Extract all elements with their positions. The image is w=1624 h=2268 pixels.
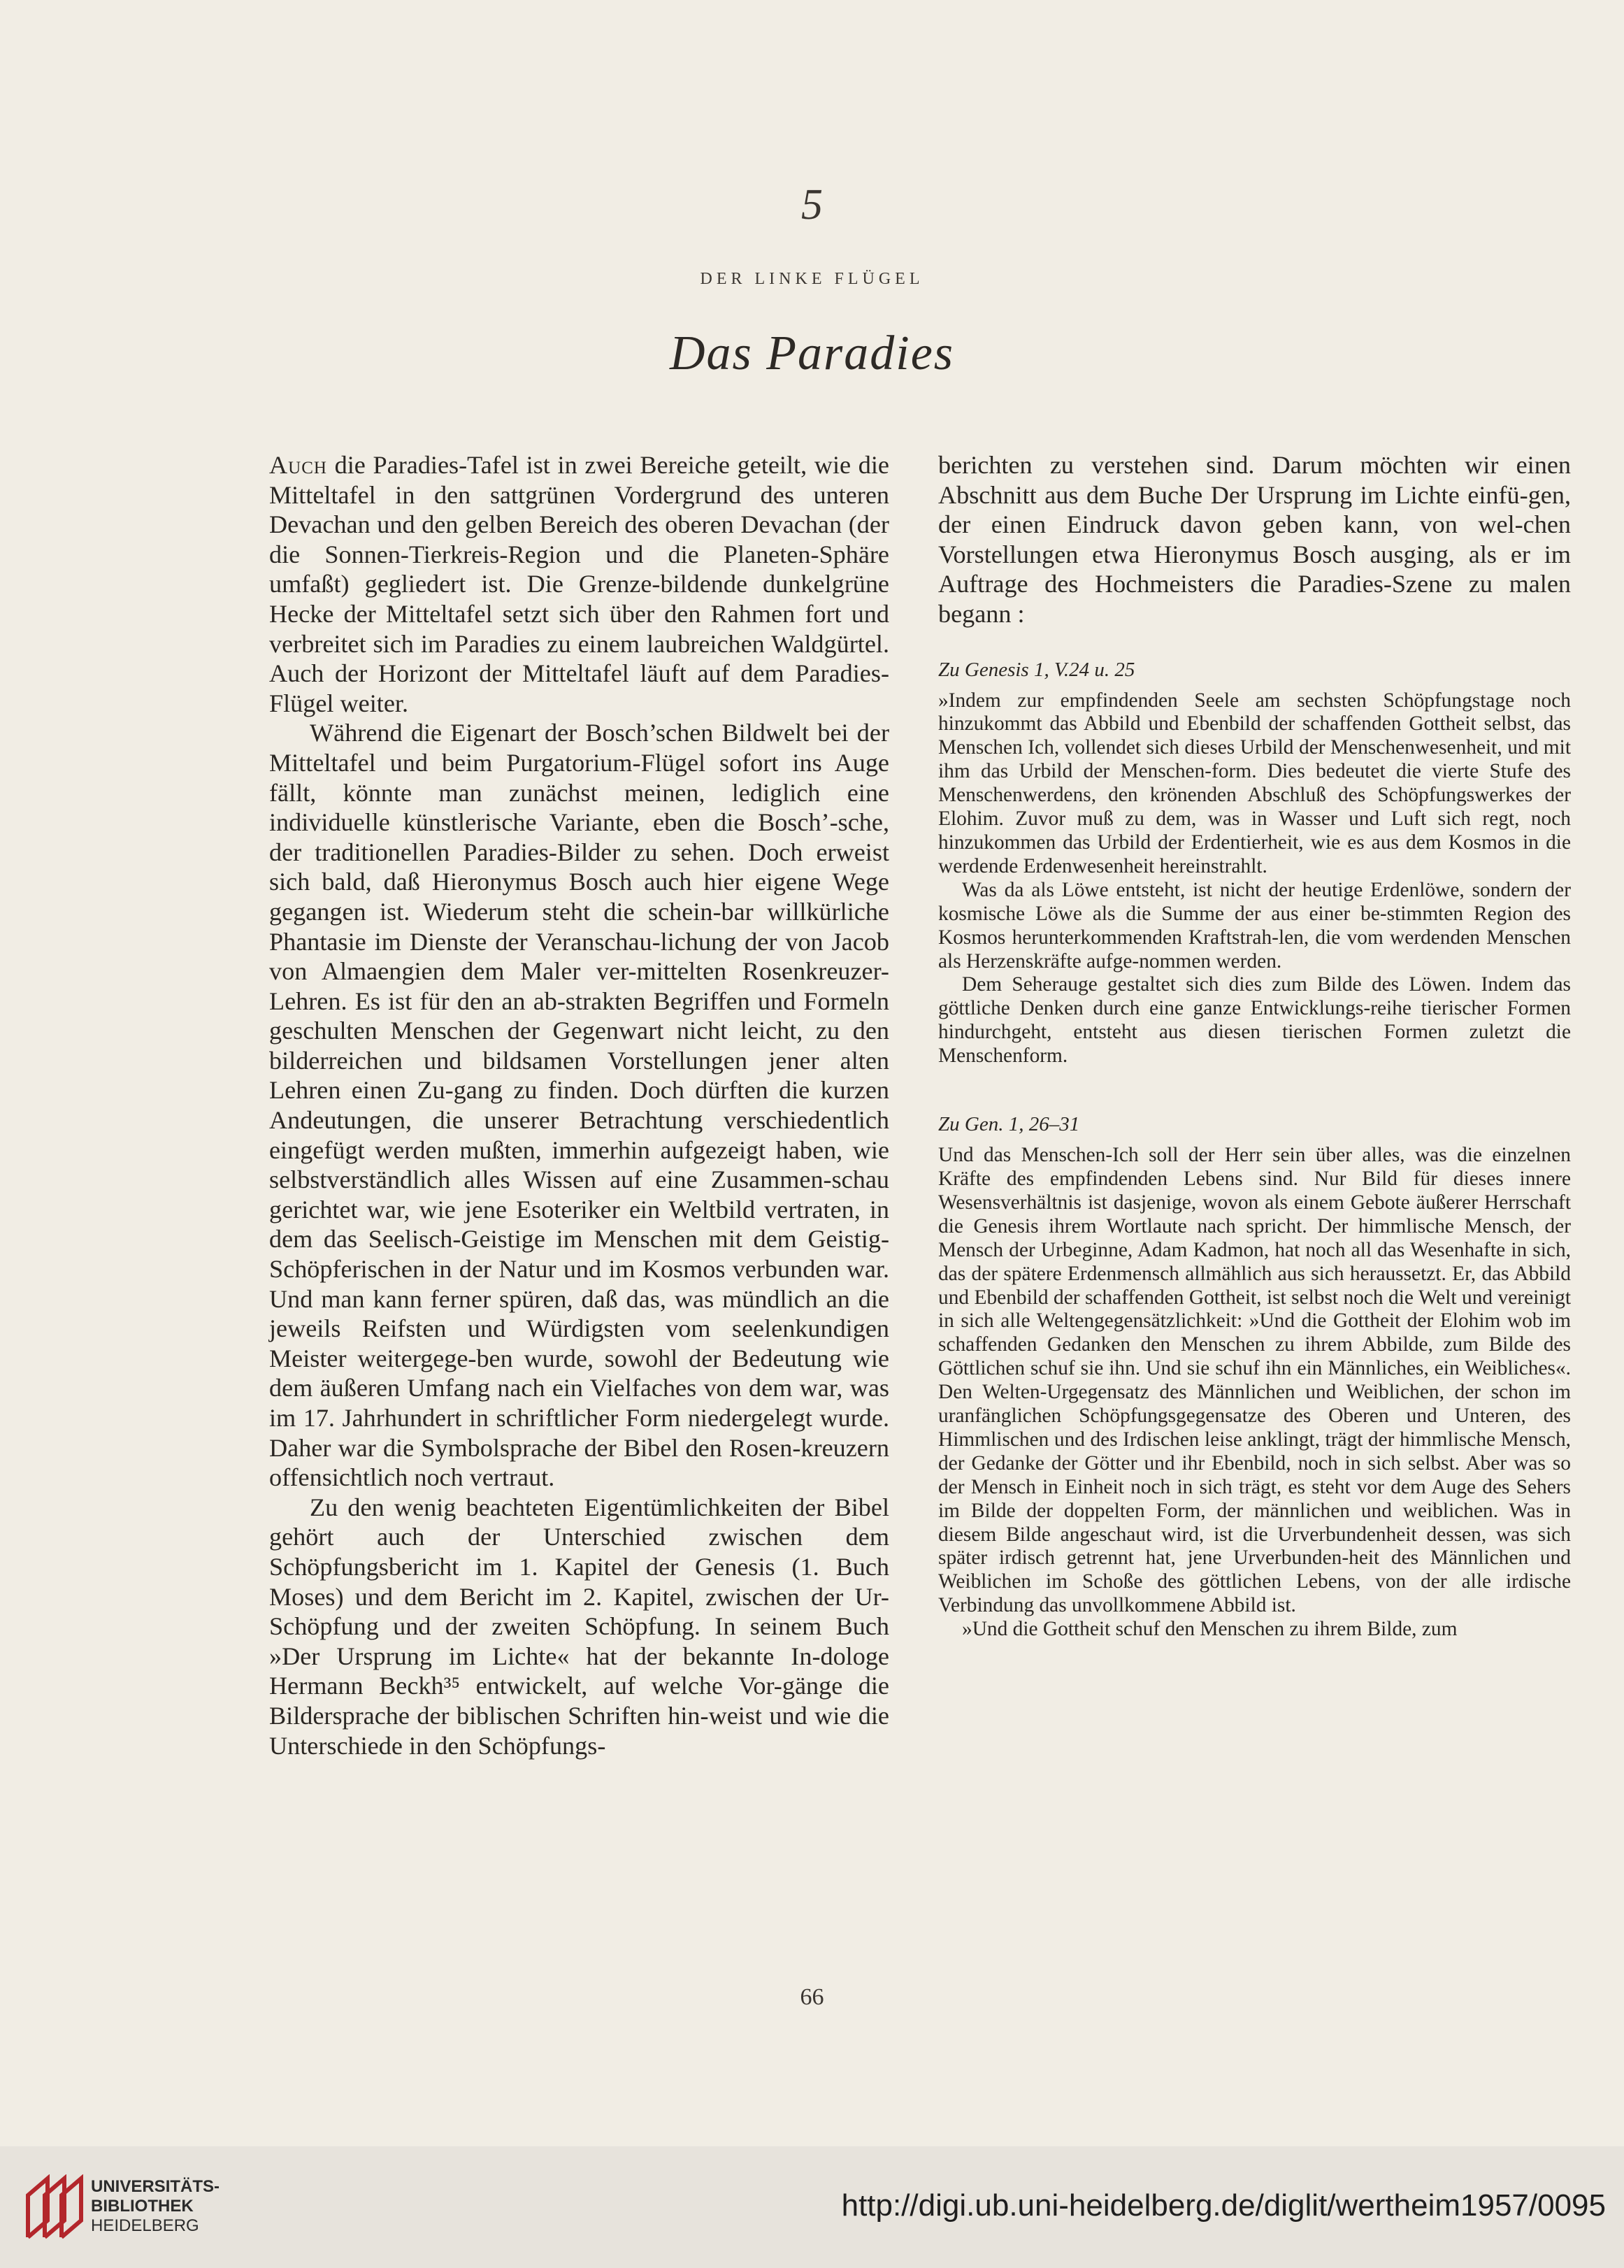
quote-reference: Zu Genesis 1, V.24 u. 25 xyxy=(938,658,1135,681)
paragraph-lead-word: Auch xyxy=(269,451,327,479)
quote-paragraph: Und das Menschen-Ich soll der Herr sein über alles, was die einzelnen Kräfte des empfindenden Lebens sind. Nur Bild für dieses innere Wesensverhältnis ist dasjenige, wovon als einem Gebote äußerer Herrschaft die Genesis ihrem Wortlaute nach spricht. Der himmlische Mensch, der Mensch der Urbeginne, Adam Kadmon, hat noch all das Wesenhafte in sich, das der spätere Erdenmensch allmählich aus sich heraussetzt. Er, das Abbild und Ebenbild der schaffenden Gottheit, ist selbst noch die Welt und vereinigt in sich alle Weltengegensätzlichkeit: »Und die Gottheit der Elohim wob im schaffenden Gedanken den Menschen zu ihrem Abbilde, zum Bilde des Göttlichen schuf sie ihn. Und sie schuf ihn ein Männliches, ein Weibliches«. Den Welten-Urgegensatz des Männlichen und Weiblichen, der schon im uranfänglichen Schöpfungsgegensatze des Oberen und Unteren, des Himmlischen und des Irdischen leise anklingt, trägt der himmlische Mensch, der Gedanke der Götter und ihr Ebenbild, noch in sich selbst. Aber was so der Mensch in Einheit noch in sich trägt, es steht vor dem Auge des Sehers im Bilde der doppelten Form, der männlichen und weiblichen. Was in diesem Bilde angeschaut wird, ist die Urverbundenheit dessen, was sich später irdisch getrennt hat, jene Urverbunden-heit des Männlichen und Weiblichen im Schoße des göttlichen Lebens, von der alle irdische Verbindung das unvollkommene Abbild ist. xyxy=(938,1144,1571,1617)
library-name-line: UNIVERSITÄTS- xyxy=(91,2177,220,2196)
library-name-line: BIBLIOTHEK xyxy=(91,2197,194,2216)
left-column xyxy=(269,450,889,1760)
quote-paragraph: Was da als Löwe entsteht, ist nicht der heutige Erdenlöwe, sondern der kosmische Löwe als die Summe der aus einer be-stimmten Region des Kosmos herunterkommenden Kraftstrah-len, die vom werdenden Menschen als Herzenskräfte aufge-nommen werden. xyxy=(938,878,1571,972)
chapter-title: Das Paradies xyxy=(669,326,955,380)
paragraph: Während die Eigenart der Bosch’schen Bildwelt bei der Mitteltafel und beim Purgatorium-Flügel sofort ins Auge fällt, könnte man zunächst meinen, lediglich eine individuelle künstlerische Variante, eben die Bosch’-sche, der traditionellen Paradies-Bilder zu sehen. Doch erweist sich bald, daß Hieronymus Bosch auch hier eigene Wege gegangen ist. Wiederum steht die schein-bar willkürliche Phantasie im Dienste der Veranschau-lichung der von Jacob von Almaengien dem Maler ver-mittelten Rosenkreuzer-Lehren. Es ist für den an ab-strakten Begriffen und Formeln geschulten Menschen der Gegenwart nicht leicht, zu den bilderreichen und bildsamen Vorstellungen jener alten Lehren einen Zu-gang zu finden. Doch dürften die kurzen Andeutungen, die unserer Betrachtung verschiedentlich eingefügt werden mußten, immerhin aufgezeigt haben, wie selbstverständlich alles Wissen auf eine Zusammen-schau gerichtet war, wie jene Esoteriker ein Weltbild vertraten, in dem das Seelisch-Geistige im Menschen mit dem Geistig-Schöpferischen in der Natur und im Kosmos verbunden war. Und man kann ferner spüren, daß das, was mündlich an die jeweils Reifsten und Würdigsten vom seelenkundigen Meister weitergege-ben wurde, sowohl der Bedeutung wie dem äußeren Umfang nach ein Vielfaches von dem war, was im 17. Jahrhundert in schriftlicher Form niedergelegt wurde. Daher war die Symbolsprache der Bibel den Rosen-kreuzern offensichtlich noch vertraut. xyxy=(269,719,889,1492)
library-logo-icon xyxy=(24,2174,84,2241)
library-name xyxy=(91,2177,220,2236)
page-number: 66 xyxy=(800,1984,824,2010)
paragraph: berichten zu verstehen sind. Darum möchten wir einen Abschnitt aus dem Buche Der Ursprung im Lichte einfü-gen, der einen Eindruck davon geben kann, von wel-chen Vorstellungen etwa Hieronymus Bosch ausging, als er im Auftrage des Hochmeisters die Paradies-Szene zu malen begann : xyxy=(938,451,1571,628)
chapter-kicker: DER LINKE FLÜGEL xyxy=(700,270,924,288)
quote-paragraph: »Indem zur empfindenden Seele am sechsten Schöpfungstage noch hinzukommt das Abbild und Ebenbild der schaffenden Gottheit selbst, das Menschen Ich, vollendet sich dieses Urbild der Menschenwesenheit, und mit ihm das Urbild der Menschen-form. Dies bedeutet die vierte Stufe des Menschenwerdens, den krönenden Abschluß des Schöpfungswerkes der Elohim. Zuvor muß zu dem, was in Wasser und Luft sich regt, noch hinzukommen das Urbild der Erdentierheit, wie es aus dem Kosmos in die werdende Erdenwesenheit hereinstrahlt. xyxy=(938,689,1571,877)
quote-reference: Zu Gen. 1, 26–31 xyxy=(938,1113,1080,1136)
right-column xyxy=(938,450,1571,1642)
paragraph: Zu den wenig beachteten Eigentümlichkeiten der Bibel gehört auch der Unterschied zwischen dem Schöpfungsbericht im 1. Kapitel der Genesis (1. Buch Moses) und dem Bericht im 2. Kapitel, zwischen der Ur-Schöpfung und der zweiten Schöpfung. In seinem Buch »Der Ursprung im Lichte« hat der bekannte In-dologe Hermann Beckh³⁵ entwickelt, auf welche Vor-gänge die Bildersprache der biblischen Schriften hin-weist und wie die Unterschiede in den Schöpfungs- xyxy=(269,1493,889,1760)
paragraph-text: die Paradies-Tafel ist in zwei Bereiche geteilt, wie die Mitteltafel in den sattgrünen Vordergrund des unteren Devachan und den gelben Bereich des oberen Devachan (der die Sonnen-Tierkreis-Region und die Planeten-Sphäre umfaßt) gegliedert ist. Die Grenze-bildende dunkelgrüne Hecke der Mitteltafel setzt sich über den Rahmen fort und verbreitet sich im Paradies zu einem laubreichen Waldgürtel. Auch der Horizont der Mitteltafel läuft auf dem Paradies-Flügel weiter. xyxy=(269,451,889,717)
chapter-number: 5 xyxy=(801,181,823,229)
quote-paragraph: »Und die Gottheit schuf den Menschen zu ihrem Bilde, zum xyxy=(962,1618,1458,1641)
footer-bar xyxy=(0,2146,1624,2268)
paragraph xyxy=(269,450,889,718)
quote-paragraph: Dem Seherauge gestaltet sich dies zum Bilde des Löwen. Indem das göttliche Denken durch eine ganze Entwicklungs-reihe tierischer Formen hindurchgeht, entsteht aus diesen tierischen Formen zuletzt die Menschenform. xyxy=(938,973,1571,1068)
library-name-line: HEIDELBERG xyxy=(91,2216,199,2235)
source-url-link[interactable]: http://digi.ub.uni-heidelberg.de/diglit/wertheim1957/0095 xyxy=(841,2188,1606,2223)
